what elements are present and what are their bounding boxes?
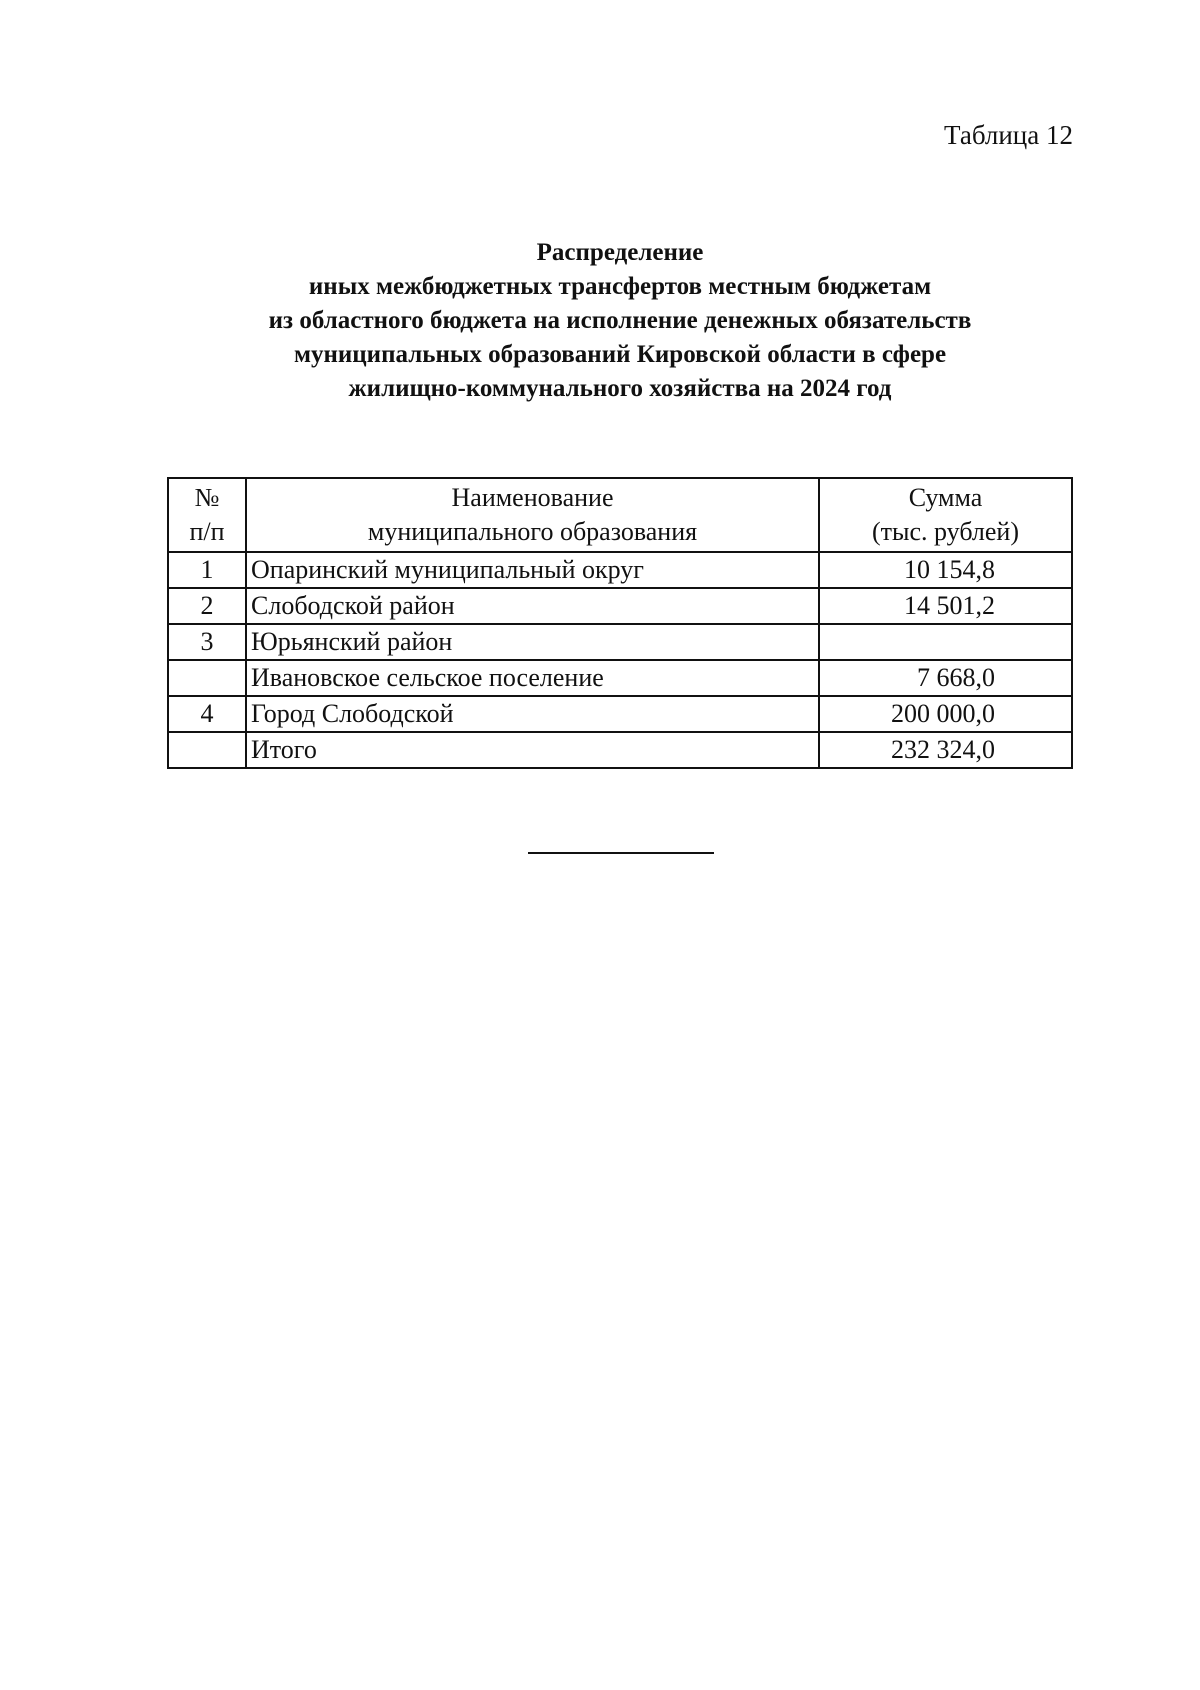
row-number (168, 732, 246, 768)
row-number: 2 (168, 588, 246, 624)
end-of-document-line (528, 852, 714, 854)
row-sum: 10 154,8 (819, 552, 1072, 588)
table-row (168, 624, 1072, 660)
header-name (246, 478, 819, 552)
row-number: 1 (168, 552, 246, 588)
table-number-label: Таблица 12 (944, 120, 1073, 150)
header-sum-line: (тыс. рублей) (871, 517, 1019, 546)
header-sum (819, 478, 1072, 552)
title-line: из областного бюджета на исполнение денежных обязательств (268, 307, 972, 334)
header-number-line: п/п (189, 517, 225, 546)
header-number (168, 478, 246, 552)
row-number (168, 660, 246, 696)
row-sum: 200 000,0 (819, 696, 1072, 732)
header-number-line: № (194, 483, 220, 512)
title-line: Распределение (536, 239, 704, 266)
distribution-table (167, 477, 1073, 769)
header-name-line: Наименование (451, 483, 614, 512)
row-sum: 232 324,0 (819, 732, 1072, 768)
table-total-row (168, 732, 1072, 768)
table-row (168, 552, 1072, 588)
title-line: муниципальных образований Кировской области в сфере (293, 341, 947, 368)
row-sum (819, 624, 1072, 660)
distribution-table-container (167, 477, 1071, 769)
row-sum: 14 501,2 (819, 588, 1072, 624)
table-header-row (168, 478, 1072, 552)
row-name: Юрьянский район (246, 624, 819, 660)
row-name: Итого (246, 732, 819, 768)
row-name: Ивановское сельское поселение (246, 660, 819, 696)
table-row (168, 696, 1072, 732)
row-name: Опаринский муниципальный округ (246, 552, 819, 588)
table-row (168, 588, 1072, 624)
row-name: Слободской район (246, 588, 819, 624)
document-title (0, 236, 1200, 406)
table-row (168, 660, 1072, 696)
row-number: 4 (168, 696, 246, 732)
row-name: Город Слободской (246, 696, 819, 732)
title-line: жилищно-коммунального хозяйства на 2024 год (348, 375, 892, 402)
header-sum-line: Сумма (908, 483, 983, 512)
row-number: 3 (168, 624, 246, 660)
row-sum: 7 668,0 (819, 660, 1072, 696)
title-line: иных межбюджетных трансфертов местным бюджетам (308, 273, 932, 300)
header-name-line: муниципального образования (367, 517, 698, 546)
